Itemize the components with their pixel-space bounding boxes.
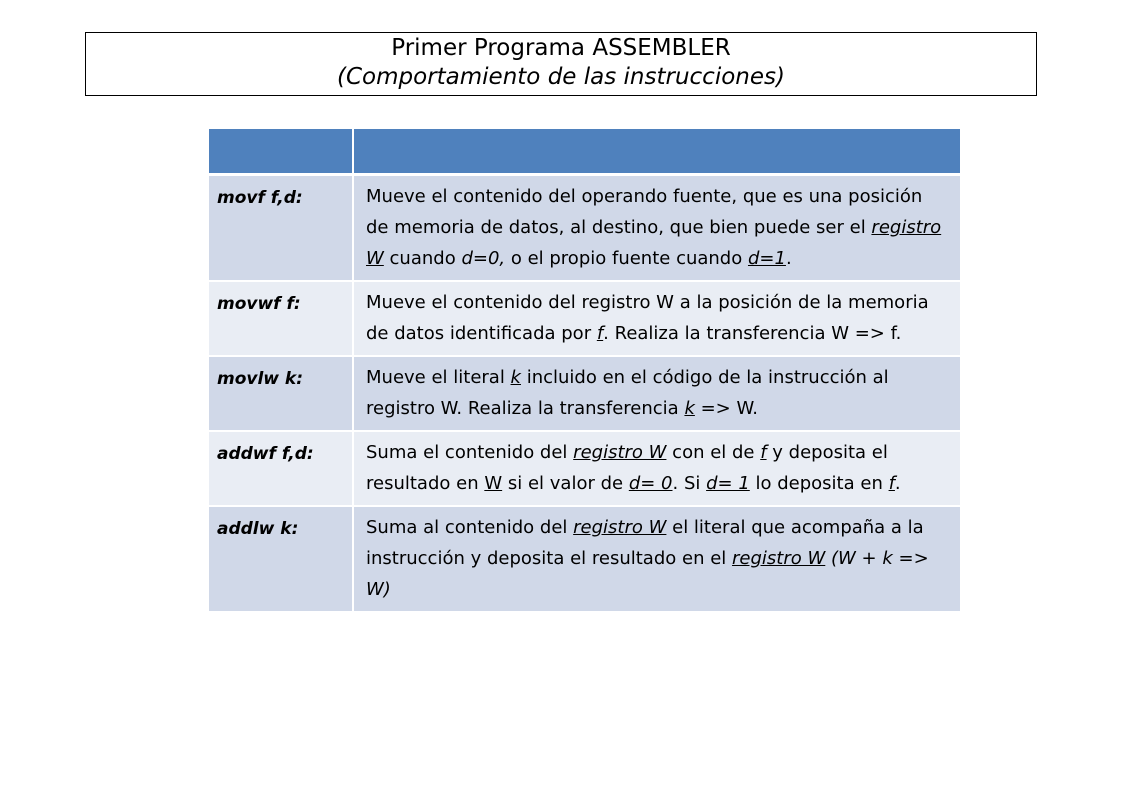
description-fragment: si el valor de [502,473,629,494]
description-fragment: W [484,473,503,494]
instruction-description [353,175,960,282]
table-row [209,506,960,612]
page-subtitle: (Comportamiento de las instrucciones) [337,64,785,90]
description-fragment: Suma el contenido del [366,442,574,463]
description-fragment: Mueve el literal [366,367,511,388]
instruction-description [353,281,960,356]
instruction-name: movlw k: [209,356,353,431]
description-fragment: f [888,473,895,494]
description-fragment: Mueve el contenido del operando fuente, que es una posición de memoria de datos, al destino, que bien puede ser el [366,186,923,238]
description-fragment: y deposita el resultado en [366,442,888,494]
description-fragment: . [785,248,792,269]
description-fragment: d=1 [747,248,786,269]
instruction-name: movf f,d: [209,175,353,282]
description-fragment: . Si [672,473,707,494]
description-fragment: . Realiza la transferencia W => f. [603,323,902,344]
table-body [209,175,960,613]
header-cell-instruction [209,129,353,175]
description-fragment: el literal que acompaña a la instrucción y deposita el resultado en el [366,517,924,569]
description-fragment: lo deposita en [749,473,889,494]
instruction-description [353,431,960,506]
table-row [209,431,960,506]
header-cell-description [353,129,960,175]
description-fragment: Mueve el contenido del registro W a la posición de la memoria de datos identificada por [366,292,929,344]
description-fragment: cuando [383,248,462,269]
description-fragment: . [894,473,901,494]
description-fragment: d= 1 [706,473,750,494]
description-fragment: Suma al contenido del [366,517,574,538]
description-fragment: con el de [666,442,761,463]
description-fragment: d= 0 [628,473,673,494]
description-fragment: f [596,323,604,344]
description-fragment: (W + k => W) [366,548,929,600]
description-fragment: o el propio fuente cuando [505,248,748,269]
instruction-name: movwf f: [209,281,353,356]
description-fragment: d=0, [461,248,506,269]
description-fragment: => W. [694,398,758,419]
instruction-table [209,129,960,613]
description-fragment: k [510,367,521,388]
description-fragment: k [684,398,695,419]
description-fragment: registro W [573,517,667,538]
description-fragment: registro W [732,548,826,569]
table-row [209,356,960,431]
description-fragment: registro W [366,217,942,269]
description-fragment: registro W [573,442,667,463]
table-header-row [209,129,960,175]
instruction-name: addwf f,d: [209,431,353,506]
description-fragment: incluido en el código de la instrucción al registro W. Realiza la transferencia [366,367,889,419]
title-box [85,32,1037,96]
instruction-description [353,356,960,431]
page-title: Primer Programa ASSEMBLER [391,35,731,61]
table-row [209,281,960,356]
table-row [209,175,960,282]
description-fragment: f [760,442,767,463]
instruction-name: addlw k: [209,506,353,612]
instruction-description [353,506,960,612]
